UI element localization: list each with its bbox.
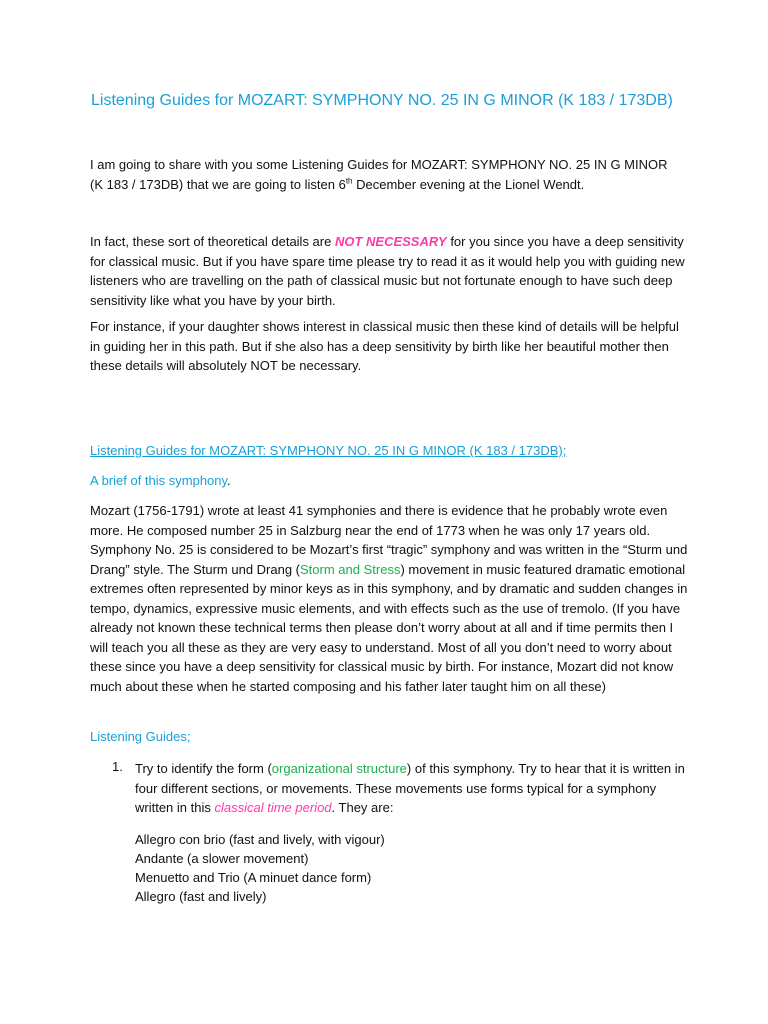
subtitle-link[interactable]: Listening Guides for MOZART: SYMPHONY NO. 25 IN G MINOR (K 183 / 173DB); xyxy=(90,443,567,458)
movement-item: Allegro (fast and lively) xyxy=(135,889,267,904)
list-text-a: Try to identify the form ( xyxy=(135,761,272,776)
sensitivity-paragraph xyxy=(90,232,690,310)
brief-heading xyxy=(90,473,231,488)
brief-heading-text: A brief of this symphony xyxy=(90,473,228,488)
intro-line2-b: December evening at the Lionel Wendt. xyxy=(352,176,585,192)
movement-item: Allegro con brio (fast and lively, with vigour) xyxy=(135,832,385,847)
organizational-structure-highlight: organizational structure xyxy=(271,761,407,776)
brief-heading-period: . xyxy=(227,473,231,488)
storm-stress-highlight: Storm and Stress xyxy=(300,561,401,577)
movement-item: Menuetto and Trio (A minuet dance form) xyxy=(135,870,372,885)
list-item-1 xyxy=(135,759,695,818)
list-text-c: . They are: xyxy=(331,800,394,815)
para2-text-b: for you since you have a deep sensitivity for classical music. But if you have spare time please try to read it as it would help you with guiding new listeners who are travelling on the path of classical music but not fortunate enough to have such deep sensitivity like what you have by your birth. xyxy=(90,234,685,308)
mozart-paragraph xyxy=(90,501,690,696)
list-text-b: ) of this symphony. Try to hear that it is written in four different sections, or movements. These movements use forms typical for a symphony written in this xyxy=(135,761,685,815)
not-necessary-highlight: NOT NECESSARY xyxy=(334,234,447,249)
para2-text-a: In fact, these sort of theoretical details are xyxy=(90,234,335,249)
list-number: 1. xyxy=(112,759,123,774)
listening-guides-heading: Listening Guides; xyxy=(90,729,191,744)
intro-line2-sup: th xyxy=(345,176,353,186)
intro-line1: I am going to share with you some Listening Guides for MOZART: SYMPHONY NO. 25 IN G MINOR xyxy=(90,157,668,172)
classical-period-highlight: classical time period xyxy=(214,800,332,815)
daughter-paragraph: For instance, if your daughter shows interest in classical music then these kind of details will be helpful in guiding her in this path. But if she also has a deep sensitivity by birth like her beautiful mother then these details will absolutely NOT be necessary. xyxy=(90,319,679,373)
para4-text-a: Mozart (1756-1791) wrote at least 41 symphonies and there is evidence that he probably wrote even more. He composed number 25 in Salzburg near the end of 1773 when he was only 17 years old. Symphony No. 25 is considered to be Mozart’s first “tragic” symphony and was written in the “Sturm und Drang” style. The Sturm und Drang ( xyxy=(90,503,688,577)
intro-line2-a: (K 183 / 173DB) that we are going to listen 6 xyxy=(90,176,346,192)
intro-paragraph xyxy=(90,155,690,194)
para4-text-b: ) movement in music featured dramatic emotional extremes often represented by minor keys as in this symphony, and by dramatic and sudden changes in tempo, dynamics, expressive music elements, and with effects such as the use of tremolo. (If you have already not known these technical terms then please don’t worry about at all and if time permits then I will teach you all these as they are very easy to understand. Most of all you don’t need to worry about these since you have a deep sensitivity for classical music by birth. For instance, Mozart did not know much about these when he started composing and his father later taught him on all these) xyxy=(90,561,688,694)
page-title: Listening Guides for MOZART: SYMPHONY NO. 25 IN G MINOR (K 183 / 173DB) xyxy=(91,92,673,109)
movement-item: Andante (a slower movement) xyxy=(135,851,309,866)
